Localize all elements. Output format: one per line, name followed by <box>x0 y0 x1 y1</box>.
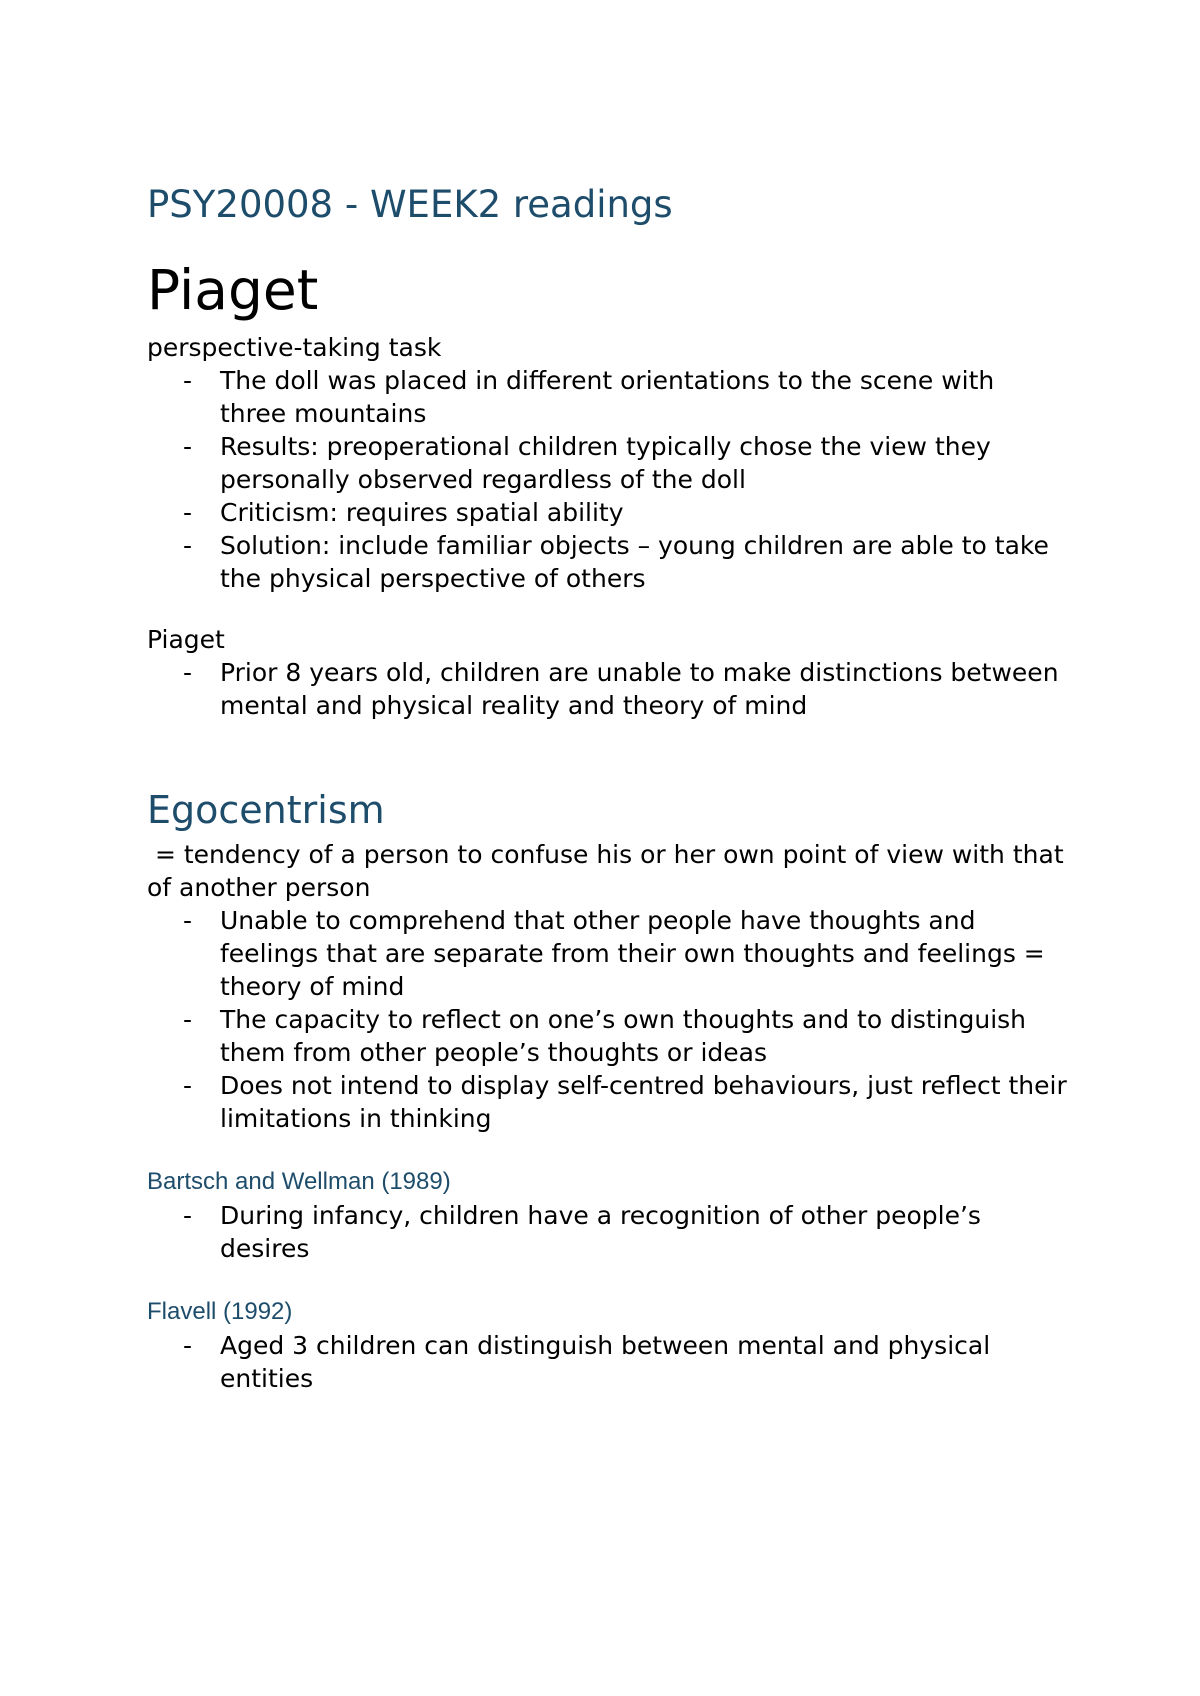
list-item <box>147 1069 1067 1135</box>
list-item <box>147 496 1067 529</box>
piaget-sub-label: Piaget <box>147 625 225 654</box>
dash-bullet: - <box>183 906 193 935</box>
flavell-heading: Flavell (1992) <box>147 1298 293 1325</box>
list-item <box>147 656 1067 722</box>
list-item-text: Prior 8 years old, children are unable to make distinctions between mental and physical reality and theory of mind <box>220 658 1059 720</box>
task-label: perspective-taking task <box>147 333 442 362</box>
egocentrism-definition: = tendency of a person to confuse his or her own point of view with that of another person <box>147 840 1072 902</box>
dash-bullet: - <box>183 1201 193 1230</box>
dash-bullet: - <box>183 498 193 527</box>
dash-bullet: - <box>183 658 193 687</box>
list-item <box>147 1329 1067 1395</box>
egocentrism-bullet-list <box>147 904 1067 1135</box>
list-item-text: Criticism: requires spatial ability <box>220 498 624 527</box>
list-item <box>147 1003 1067 1069</box>
list-item <box>147 1199 1067 1265</box>
list-item <box>147 364 1067 430</box>
bartsch-wellman-heading: Bartsch and Wellman (1989) <box>147 1168 451 1195</box>
document-page <box>147 175 1072 1395</box>
list-item-text: During infancy, children have a recognition of other people’s desires <box>220 1201 981 1263</box>
list-item <box>147 529 1067 595</box>
dash-bullet: - <box>183 432 193 461</box>
list-item-text: Does not intend to display self-centred behaviours, just reflect their limitations in thinking <box>220 1071 1067 1133</box>
dash-bullet: - <box>183 1005 193 1034</box>
list-item-text: Results: preoperational children typically chose the view they personally observed regardless of the doll <box>220 432 991 494</box>
dash-bullet: - <box>183 1331 193 1360</box>
document-title: PSY20008 - WEEK2 readings <box>147 183 673 226</box>
dash-bullet: - <box>183 366 193 395</box>
bartsch-bullet-list <box>147 1199 1067 1265</box>
list-item <box>147 904 1067 1003</box>
flavell-bullet-list <box>147 1329 1067 1395</box>
piaget-sub-bullet-list <box>147 656 1067 722</box>
list-item-text: Solution: include familiar objects – young children are able to take the physical perspective of others <box>220 531 1049 593</box>
task-bullet-list <box>147 364 1067 595</box>
list-item-text: The doll was placed in different orientations to the scene with three mountains <box>220 366 995 428</box>
dash-bullet: - <box>183 1071 193 1100</box>
list-item-text: Aged 3 children can distinguish between mental and physical entities <box>220 1331 991 1393</box>
egocentrism-heading: Egocentrism <box>147 788 385 832</box>
piaget-heading: Piaget <box>147 258 319 322</box>
list-item-text: Unable to comprehend that other people have thoughts and feelings that are separate from their own thoughts and feelings = theory of mind <box>220 906 1045 1001</box>
dash-bullet: - <box>183 531 193 560</box>
list-item-text: The capacity to reflect on one’s own thoughts and to distinguish them from other people’s thoughts or ideas <box>220 1005 1027 1067</box>
list-item <box>147 430 1067 496</box>
